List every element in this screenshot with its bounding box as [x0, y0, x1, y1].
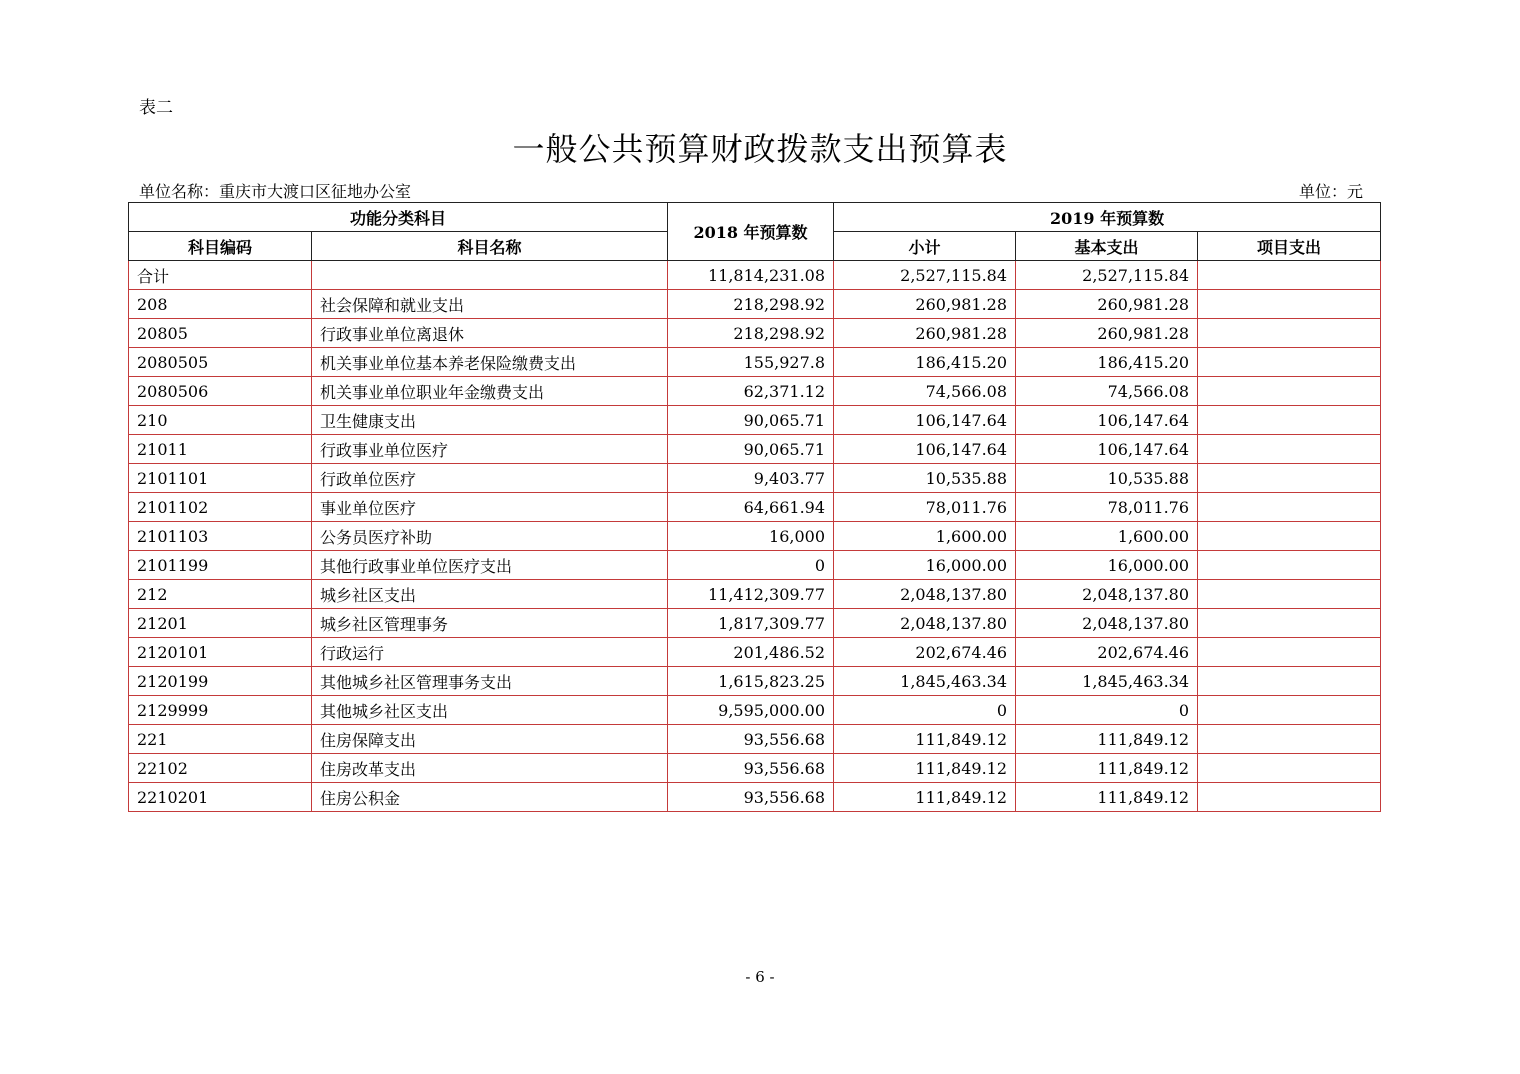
table-body	[129, 261, 1381, 812]
header-budget-2018: 2018 年预算数	[668, 203, 834, 261]
table-row	[129, 493, 1381, 522]
table-row	[129, 580, 1381, 609]
cell-name: 城乡社区支出	[312, 580, 668, 609]
cell-name: 行政单位医疗	[312, 464, 668, 493]
cell-basic: 260,981.28	[1016, 319, 1198, 348]
cell-basic: 106,147.64	[1016, 435, 1198, 464]
currency-unit: 单位：元	[1299, 182, 1364, 201]
cell-basic: 111,849.12	[1016, 783, 1198, 812]
cell-basic: 111,849.12	[1016, 754, 1198, 783]
cell-budget-2018: 11,814,231.08	[668, 261, 834, 290]
header-basic: 基本支出	[1016, 232, 1198, 261]
cell-code: 21201	[129, 609, 312, 638]
cell-subtotal: 0	[834, 696, 1016, 725]
cell-name: 其他行政事业单位医疗支出	[312, 551, 668, 580]
cell-subtotal: 202,674.46	[834, 638, 1016, 667]
cell-name: 社会保障和就业支出	[312, 290, 668, 319]
cell-name: 卫生健康支出	[312, 406, 668, 435]
cell-project	[1198, 435, 1381, 464]
cell-project	[1198, 464, 1381, 493]
cell-code: 2120199	[129, 667, 312, 696]
cell-budget-2018: 218,298.92	[668, 319, 834, 348]
cell-basic: 1,600.00	[1016, 522, 1198, 551]
cell-name	[312, 261, 668, 290]
table-row	[129, 754, 1381, 783]
header-subtotal: 小计	[834, 232, 1016, 261]
cell-budget-2018: 201,486.52	[668, 638, 834, 667]
header-budget-2019: 2019 年预算数	[834, 203, 1381, 232]
cell-budget-2018: 16,000	[668, 522, 834, 551]
header-name: 科目名称	[312, 232, 668, 261]
cell-subtotal: 186,415.20	[834, 348, 1016, 377]
table-row	[129, 696, 1381, 725]
cell-code: 2129999	[129, 696, 312, 725]
cell-budget-2018: 1,817,309.77	[668, 609, 834, 638]
cell-subtotal: 2,527,115.84	[834, 261, 1016, 290]
header-project: 项目支出	[1198, 232, 1381, 261]
cell-budget-2018: 9,595,000.00	[668, 696, 834, 725]
cell-code: 2080505	[129, 348, 312, 377]
cell-name: 住房保障支出	[312, 725, 668, 754]
cell-subtotal: 1,845,463.34	[834, 667, 1016, 696]
cell-project	[1198, 319, 1381, 348]
table-row	[129, 522, 1381, 551]
cell-name: 城乡社区管理事务	[312, 609, 668, 638]
cell-code: 2080506	[129, 377, 312, 406]
table-row	[129, 783, 1381, 812]
cell-code: 2120101	[129, 638, 312, 667]
cell-project	[1198, 783, 1381, 812]
cell-subtotal: 78,011.76	[834, 493, 1016, 522]
table-row	[129, 725, 1381, 754]
cell-project	[1198, 290, 1381, 319]
cell-basic: 111,849.12	[1016, 725, 1198, 754]
cell-project	[1198, 551, 1381, 580]
cell-project	[1198, 406, 1381, 435]
cell-basic: 74,566.08	[1016, 377, 1198, 406]
cell-name: 公务员医疗补助	[312, 522, 668, 551]
cell-basic: 202,674.46	[1016, 638, 1198, 667]
cell-project	[1198, 638, 1381, 667]
cell-code: 2101199	[129, 551, 312, 580]
cell-name: 行政运行	[312, 638, 668, 667]
cell-name: 行政事业单位离退休	[312, 319, 668, 348]
cell-code: 21011	[129, 435, 312, 464]
cell-subtotal: 111,849.12	[834, 783, 1016, 812]
table-row	[129, 464, 1381, 493]
cell-basic: 186,415.20	[1016, 348, 1198, 377]
cell-budget-2018: 90,065.71	[668, 406, 834, 435]
cell-subtotal: 2,048,137.80	[834, 609, 1016, 638]
cell-name: 事业单位医疗	[312, 493, 668, 522]
budget-table	[128, 202, 1381, 812]
cell-project	[1198, 725, 1381, 754]
table-row	[129, 435, 1381, 464]
cell-subtotal: 74,566.08	[834, 377, 1016, 406]
cell-code: 2101101	[129, 464, 312, 493]
cell-name: 其他城乡社区管理事务支出	[312, 667, 668, 696]
cell-basic: 78,011.76	[1016, 493, 1198, 522]
table-row	[129, 261, 1381, 290]
cell-budget-2018: 90,065.71	[668, 435, 834, 464]
cell-budget-2018: 0	[668, 551, 834, 580]
cell-name: 住房改革支出	[312, 754, 668, 783]
cell-project	[1198, 609, 1381, 638]
cell-budget-2018: 64,661.94	[668, 493, 834, 522]
cell-subtotal: 106,147.64	[834, 406, 1016, 435]
cell-basic: 10,535.88	[1016, 464, 1198, 493]
table-row	[129, 348, 1381, 377]
cell-project	[1198, 754, 1381, 783]
cell-code: 221	[129, 725, 312, 754]
cell-name: 行政事业单位医疗	[312, 435, 668, 464]
cell-budget-2018: 1,615,823.25	[668, 667, 834, 696]
cell-budget-2018: 93,556.68	[668, 725, 834, 754]
cell-basic: 2,527,115.84	[1016, 261, 1198, 290]
table-row	[129, 667, 1381, 696]
cell-code: 212	[129, 580, 312, 609]
cell-name: 机关事业单位基本养老保险缴费支出	[312, 348, 668, 377]
cell-budget-2018: 93,556.68	[668, 754, 834, 783]
cell-project	[1198, 348, 1381, 377]
table-row	[129, 638, 1381, 667]
document-title: 一般公共预算财政拨款支出预算表	[512, 130, 1008, 168]
cell-project	[1198, 377, 1381, 406]
cell-subtotal: 260,981.28	[834, 290, 1016, 319]
cell-subtotal: 111,849.12	[834, 754, 1016, 783]
cell-budget-2018: 11,412,309.77	[668, 580, 834, 609]
header-row-group	[129, 203, 1381, 232]
cell-subtotal: 16,000.00	[834, 551, 1016, 580]
cell-code: 2210201	[129, 783, 312, 812]
cell-subtotal: 111,849.12	[834, 725, 1016, 754]
cell-basic: 260,981.28	[1016, 290, 1198, 319]
cell-basic: 106,147.64	[1016, 406, 1198, 435]
cell-budget-2018: 62,371.12	[668, 377, 834, 406]
cell-project	[1198, 580, 1381, 609]
cell-subtotal: 10,535.88	[834, 464, 1016, 493]
cell-name: 住房公积金	[312, 783, 668, 812]
header-function-category: 功能分类科目	[129, 203, 668, 232]
cell-code: 2101103	[129, 522, 312, 551]
cell-budget-2018: 93,556.68	[668, 783, 834, 812]
cell-subtotal: 2,048,137.80	[834, 580, 1016, 609]
table-label: 表二	[139, 98, 173, 118]
cell-basic: 16,000.00	[1016, 551, 1198, 580]
table-row	[129, 406, 1381, 435]
cell-budget-2018: 155,927.8	[668, 348, 834, 377]
cell-project	[1198, 522, 1381, 551]
table-row	[129, 319, 1381, 348]
table-row	[129, 377, 1381, 406]
cell-project	[1198, 696, 1381, 725]
cell-project	[1198, 261, 1381, 290]
page-number: - 6 -	[745, 968, 775, 986]
cell-code: 20805	[129, 319, 312, 348]
cell-name: 其他城乡社区支出	[312, 696, 668, 725]
cell-code: 2101102	[129, 493, 312, 522]
unit-name: 单位名称：重庆市大渡口区征地办公室	[139, 182, 412, 201]
cell-name: 机关事业单位职业年金缴费支出	[312, 377, 668, 406]
table-row	[129, 551, 1381, 580]
cell-budget-2018: 9,403.77	[668, 464, 834, 493]
cell-subtotal: 106,147.64	[834, 435, 1016, 464]
cell-code: 合计	[129, 261, 312, 290]
cell-basic: 1,845,463.34	[1016, 667, 1198, 696]
cell-project	[1198, 493, 1381, 522]
cell-code: 22102	[129, 754, 312, 783]
table-row	[129, 609, 1381, 638]
cell-code: 208	[129, 290, 312, 319]
cell-code: 210	[129, 406, 312, 435]
cell-basic: 2,048,137.80	[1016, 609, 1198, 638]
cell-subtotal: 1,600.00	[834, 522, 1016, 551]
cell-basic: 0	[1016, 696, 1198, 725]
header-code: 科目编码	[129, 232, 312, 261]
cell-basic: 2,048,137.80	[1016, 580, 1198, 609]
cell-project	[1198, 667, 1381, 696]
table-row	[129, 290, 1381, 319]
cell-subtotal: 260,981.28	[834, 319, 1016, 348]
cell-budget-2018: 218,298.92	[668, 290, 834, 319]
